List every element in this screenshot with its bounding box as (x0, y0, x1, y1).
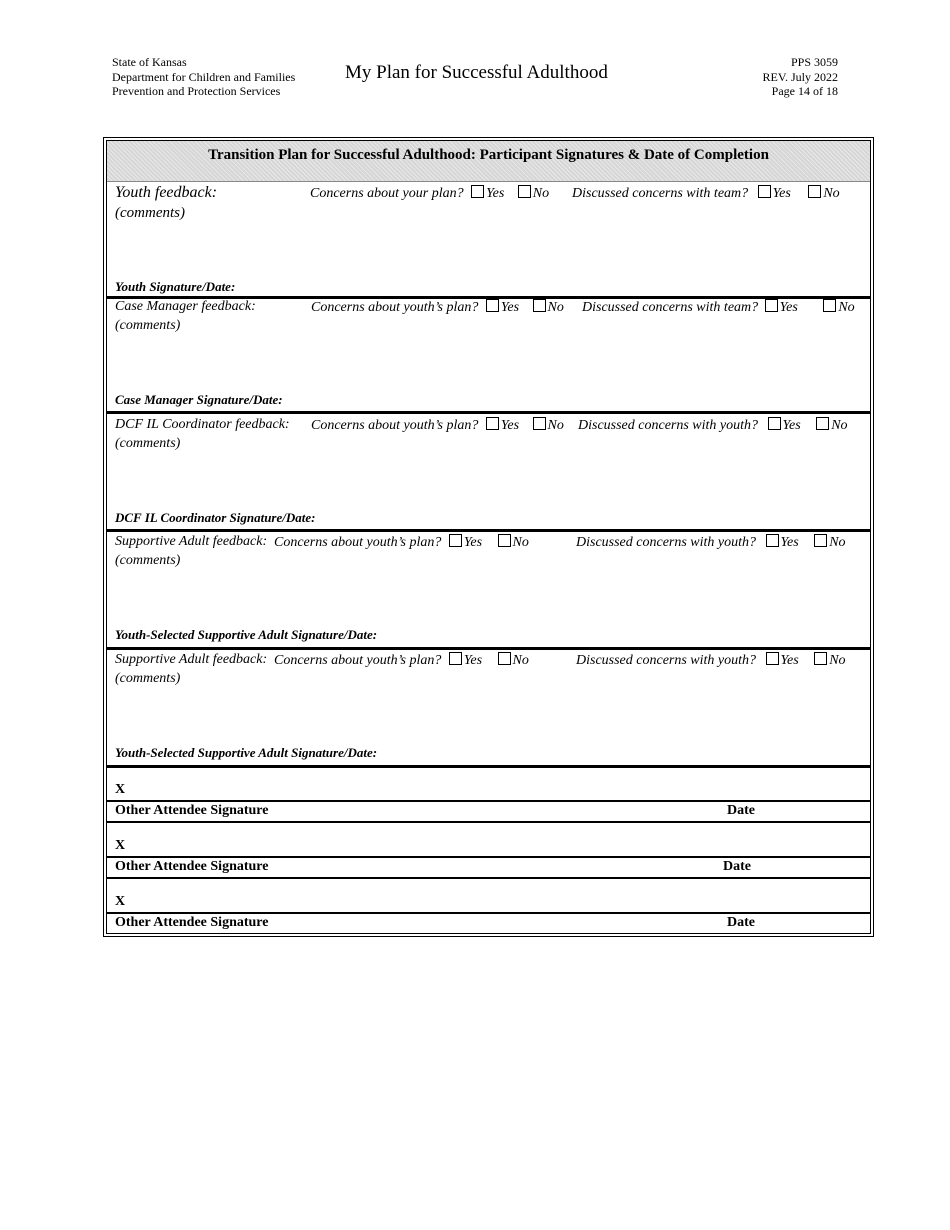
no-label: No (512, 653, 529, 668)
concerns-yes-checkbox[interactable] (449, 534, 462, 547)
signature-mark: X (115, 894, 126, 909)
discussed-question-text: Discussed concerns with team? (582, 300, 759, 315)
signature-line[interactable] (107, 912, 870, 914)
agency-block (112, 55, 295, 99)
discussed-question (572, 185, 840, 202)
no-label: No (831, 418, 848, 433)
yes-label: Yes (782, 418, 801, 433)
signature-mark: X (115, 838, 126, 853)
no-label: No (829, 653, 846, 668)
comments-label: (comments) (115, 318, 181, 333)
division-name: Prevention and Protection Services (112, 84, 281, 98)
yes-label: Yes (463, 535, 483, 550)
date-label: Date (727, 915, 755, 930)
comments-label: (comments) (115, 671, 181, 686)
comments-label: (comments) (115, 436, 181, 451)
attendee-signature-label: Other Attendee Signature (115, 859, 269, 874)
comments-label: (comments) (115, 205, 185, 221)
feedback-label: Supportive Adult feedback: (115, 652, 268, 667)
date-label: Date (727, 803, 755, 818)
concerns-question-text: Concerns about your plan? (310, 186, 464, 201)
signature-date-label: Youth-Selected Supportive Adult Signature/Date: (115, 745, 378, 760)
row-divider (107, 821, 870, 823)
discussed-question (576, 534, 846, 551)
department-name: Department for Children and Families (112, 69, 296, 84)
yes-label: Yes (780, 535, 799, 550)
attendee-signature-label: Other Attendee Signature (115, 915, 269, 930)
discussed-no-checkbox[interactable] (808, 185, 821, 198)
signature-line[interactable] (107, 800, 870, 802)
concerns-question (311, 299, 564, 316)
no-label: No (838, 300, 855, 315)
discussed-question-text: Discussed concerns with youth? (576, 653, 757, 668)
yes-label: Yes (779, 300, 798, 315)
discussed-question (576, 652, 846, 669)
concerns-yes-checkbox[interactable] (486, 417, 499, 430)
concerns-question-text: Concerns about youth’s plan? (274, 653, 442, 668)
concerns-no-checkbox[interactable] (498, 534, 511, 547)
concerns-no-checkbox[interactable] (518, 185, 531, 198)
concerns-question-text: Concerns about youth’s plan? (311, 418, 479, 433)
no-label: No (829, 535, 846, 550)
signature-date-label: Youth Signature/Date: (115, 279, 236, 294)
form-number: PPS 3059 (790, 55, 838, 69)
attendee-signature-row-2 (107, 824, 870, 880)
attendee-signature-row-1 (107, 768, 870, 824)
attendee-signature-label: Other Attendee Signature (115, 803, 269, 818)
signature-form (103, 137, 874, 937)
feedback-label: Supportive Adult feedback: (115, 534, 268, 549)
concerns-question (274, 652, 529, 669)
concerns-question-text: Concerns about youth’s plan? (274, 535, 442, 550)
discussed-no-checkbox[interactable] (823, 299, 836, 312)
attendee-signature-row-3 (107, 880, 870, 933)
document-title: My Plan for Successful Adulthood (345, 62, 608, 83)
yes-label: Yes (780, 653, 799, 668)
feedback-label: Case Manager feedback: (115, 299, 256, 314)
discussed-question-text: Discussed concerns with team? (572, 186, 749, 201)
discussed-no-checkbox[interactable] (814, 534, 827, 547)
concerns-no-checkbox[interactable] (498, 652, 511, 665)
youth-feedback-section (107, 181, 870, 299)
form-title: Transition Plan for Successful Adulthood: Participant Signatures & Date of Completion (107, 141, 870, 182)
discussed-no-checkbox[interactable] (814, 652, 827, 665)
yes-label: Yes (463, 653, 483, 668)
no-label: No (823, 186, 840, 201)
concerns-no-checkbox[interactable] (533, 299, 546, 312)
signature-date-label: DCF IL Coordinator Signature/Date: (115, 510, 316, 525)
no-label: No (547, 300, 564, 315)
supportive-adult-feedback-section-1 (107, 532, 870, 650)
signature-line[interactable] (107, 856, 870, 858)
signature-mark: X (115, 782, 126, 797)
row-divider (107, 877, 870, 879)
form-info-block (763, 55, 838, 99)
discussed-question-text: Discussed concerns with youth? (576, 535, 757, 550)
concerns-yes-checkbox[interactable] (449, 652, 462, 665)
yes-label: Yes (500, 418, 520, 433)
no-label: No (547, 418, 564, 433)
concerns-no-checkbox[interactable] (533, 417, 546, 430)
feedback-label: DCF IL Coordinator feedback: (115, 417, 290, 432)
dcf-coordinator-feedback-section (107, 414, 870, 532)
no-label: No (532, 186, 550, 201)
concerns-yes-checkbox[interactable] (486, 299, 499, 312)
yes-label: Yes (772, 186, 791, 201)
feedback-label: Youth feedback: (115, 184, 218, 201)
concerns-question-text: Concerns about youth’s plan? (311, 300, 479, 315)
discussed-no-checkbox[interactable] (816, 417, 829, 430)
discussed-yes-checkbox[interactable] (766, 534, 779, 547)
discussed-yes-checkbox[interactable] (765, 299, 778, 312)
signature-date-label: Case Manager Signature/Date: (115, 392, 283, 407)
supportive-adult-feedback-section-2 (107, 650, 870, 768)
date-label: Date (723, 859, 751, 874)
revision-date: REV. July 2022 (762, 69, 838, 84)
concerns-yes-checkbox[interactable] (471, 185, 484, 198)
concerns-question (310, 185, 549, 202)
discussed-question (582, 299, 855, 316)
discussed-yes-checkbox[interactable] (758, 185, 771, 198)
discussed-question (578, 417, 848, 434)
signature-date-label: Youth-Selected Supportive Adult Signature/Date: (115, 627, 378, 642)
discussed-question-text: Discussed concerns with youth? (578, 418, 759, 433)
concerns-question (274, 534, 529, 551)
state-name: State of Kansas (112, 55, 187, 69)
discussed-yes-checkbox[interactable] (768, 417, 781, 430)
page-number: Page 14 of 18 (771, 84, 838, 98)
yes-label: Yes (486, 186, 505, 201)
comments-label: (comments) (115, 553, 181, 568)
case-manager-feedback-section (107, 296, 870, 414)
discussed-yes-checkbox[interactable] (766, 652, 779, 665)
no-label: No (512, 535, 529, 550)
yes-label: Yes (500, 300, 520, 315)
concerns-question (311, 417, 564, 434)
